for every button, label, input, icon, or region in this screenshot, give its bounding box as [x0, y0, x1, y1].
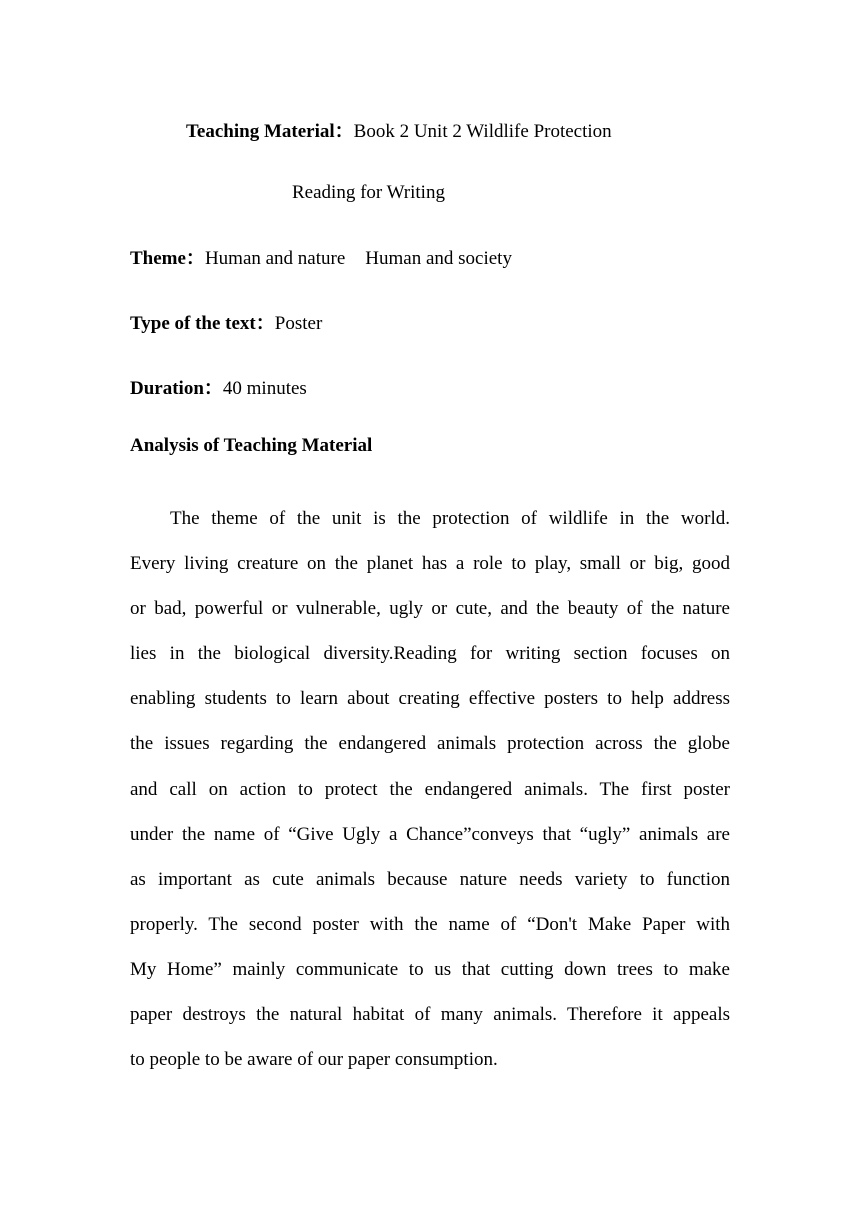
analysis-heading: Analysis of Teaching Material [130, 435, 373, 456]
paragraph-line: paper destroys the natural habitat of many animals. Therefore it appeals [130, 1004, 730, 1026]
theme-value-2: Human and society [365, 248, 512, 269]
paragraph-line: lies in the biological diversity.Reading for writing section focuses on [130, 643, 730, 665]
duration-value: 40 minutes [222, 378, 307, 399]
theme-value-1: Human and nature [204, 248, 346, 269]
paragraph-line: and call on action to protect the endangered animals. The first poster [130, 778, 730, 800]
paragraph-line: to people to be aware of our paper consumption. [130, 1049, 498, 1071]
teaching-material-line [186, 120, 612, 144]
paragraph-line: under the name of “Give Ugly a Chance”conveys that “ugly” animals are [130, 823, 730, 845]
type-line [130, 312, 322, 336]
type-label: Type of the text： [130, 313, 275, 334]
duration-label: Duration： [130, 378, 223, 399]
paragraph-line: as important as cute animals because nature needs variety to function [130, 868, 730, 890]
paragraph-line: or bad, powerful or vulnerable, ugly or cute, and the beauty of the nature [130, 598, 730, 620]
analysis-paragraph [130, 496, 730, 1082]
type-value: Poster [274, 313, 323, 334]
paragraph-line: The theme of the unit is the protection of wildlife in the world. [170, 508, 730, 529]
paragraph-line: My Home” mainly communicate to us that cutting down trees to make [130, 958, 730, 980]
subtitle: Reading for Writing [292, 182, 445, 203]
paragraph-line: properly. The second poster with the name of “Don't Make Paper with [130, 913, 730, 935]
teaching-material-label: Teaching Material： [186, 121, 354, 142]
paragraph-line: the issues regarding the endangered animals protection across the globe [130, 733, 730, 755]
theme-label: Theme： [130, 248, 205, 269]
duration-line [130, 377, 307, 401]
paragraph-line: Every living creature on the planet has a role to play, small or big, good [130, 553, 730, 575]
theme-line [130, 247, 512, 271]
paragraph-line: enabling students to learn about creating effective posters to help address [130, 688, 730, 710]
teaching-material-value: Book 2 Unit 2 Wildlife Protection [353, 121, 612, 142]
